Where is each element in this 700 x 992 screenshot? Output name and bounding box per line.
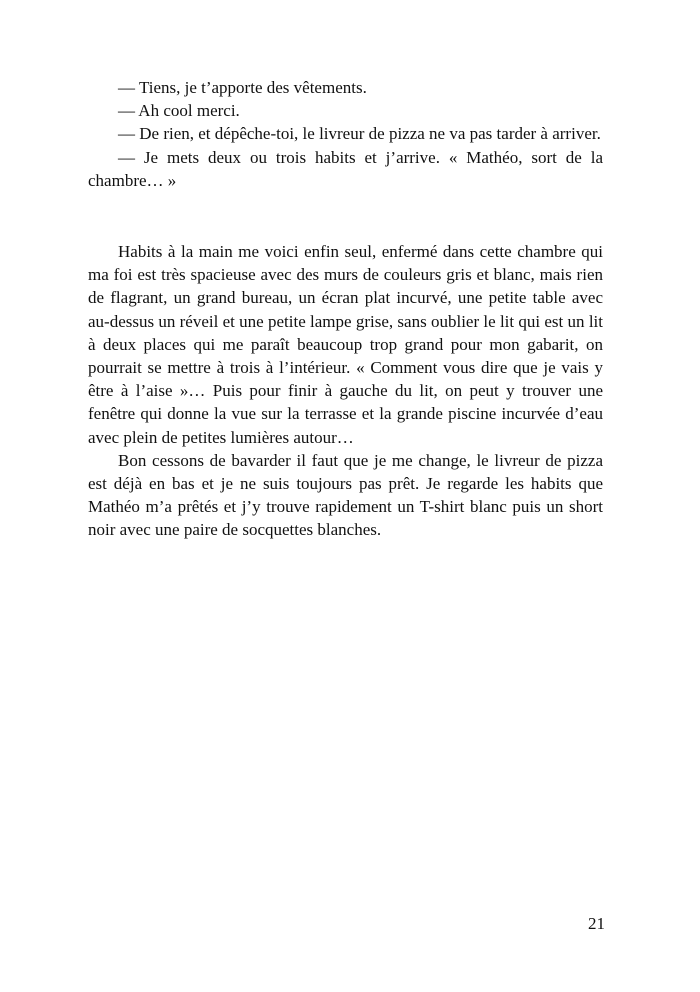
dialogue-line: — Je mets deux ou trois habits et j’arrive. « Mathéo, sort de la chambre… »	[88, 147, 603, 190]
dialogue-line: — De rien, et dépêche-toi, le livreur de pizza ne va pas tarder à arriver.	[118, 124, 601, 144]
body-paragraph: Bon cessons de bavarder il faut que je me change, le livreur de pizza est déjà en bas et je ne suis toujours pas prêt. Je regarde les habits que Mathéo m’a prêtés et j’y trouve rapidement un T-shirt blanc puis un short noir avec une paire de socquettes blanches.	[88, 450, 603, 540]
body-paragraph: Habits à la main me voici enfin seul, enfermé dans cette chambre qui ma foi est très spacieuse avec des murs de couleurs gris et blanc, mais rien de flagrant, un grand bureau, un écran plat incurvé, une petite table avec au-dessus un réveil et une petite lampe grise, sans oublier le lit qui est un lit à deux places qui me paraît beaucoup trop grand pour mon gabarit, on pourrait se mettre à trois à l’intérieur. « Comment vous dire que je vais y être à l’aise »… Puis pour finir à gauche du lit, on peut y trouver une fenêtre qui donne la vue sur la terrasse et la grande piscine incurvée d’eau avec plein de petites lumières autour…	[88, 242, 603, 447]
dialogue-block	[88, 76, 603, 192]
dialogue-line: — Tiens, je t’apporte des vêtements.	[118, 78, 367, 97]
narration-block	[88, 240, 603, 542]
dialogue-line: — Ah cool merci.	[118, 101, 240, 121]
page-number: 21	[588, 914, 605, 933]
